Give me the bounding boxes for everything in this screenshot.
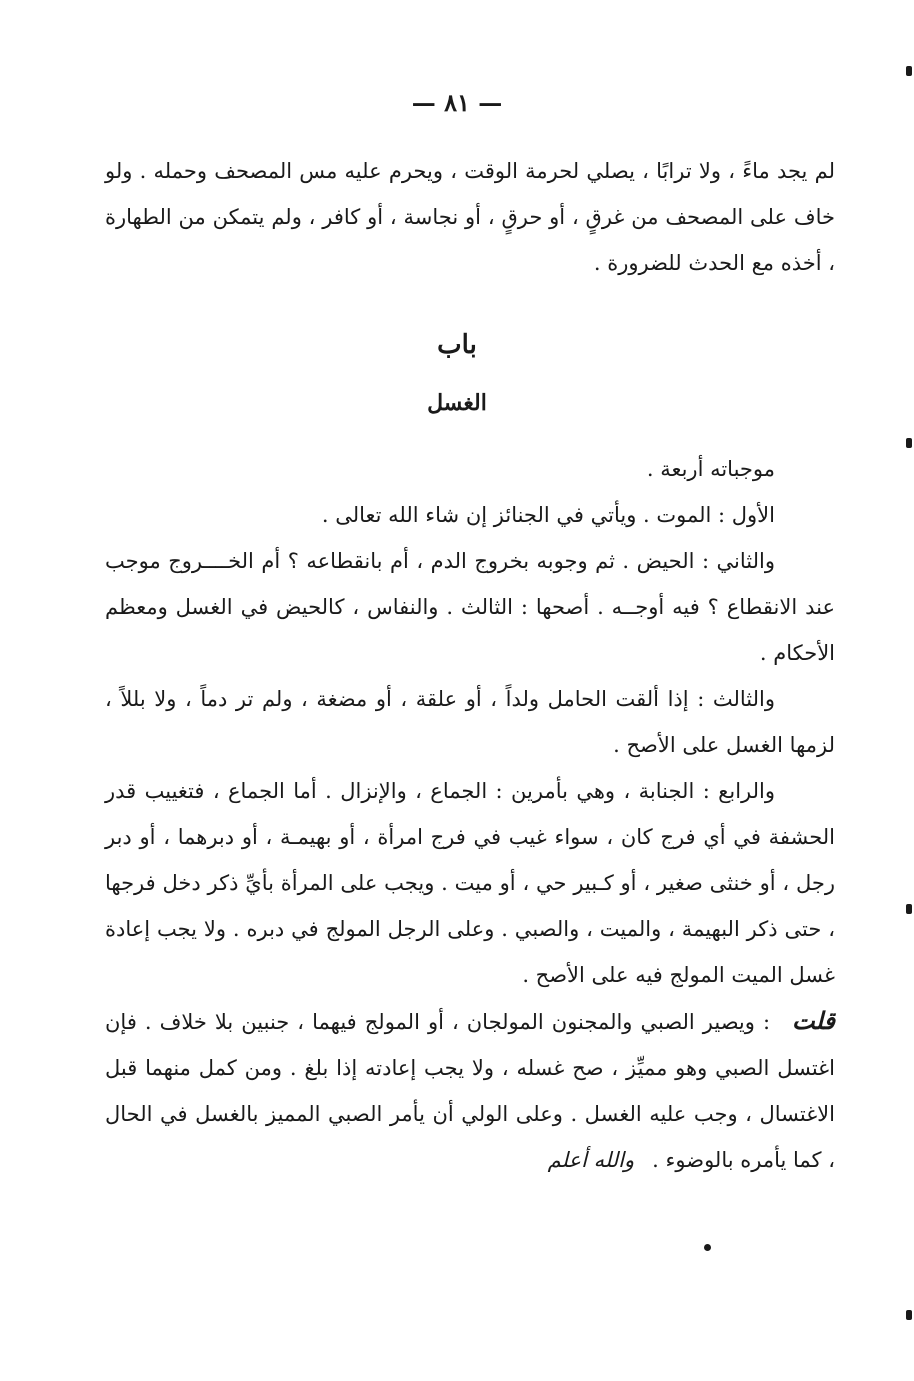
chapter-body — [105, 446, 835, 1183]
margin-mark-bottom — [906, 1310, 912, 1320]
end-dot-mark — [704, 1244, 711, 1251]
paragraph-first-death: الأول : الموت . ويأتي في الجنائز إن شاء الله تعالى . — [321, 503, 775, 527]
closing-formula: والله أعلم — [547, 1148, 635, 1172]
paragraph-qultu — [105, 998, 835, 1183]
paragraph-third-birth: والثالث : إذا ألقت الحامل ولداً ، أو علقة ، أو مضغة ، ولم تر دماً ، ولا بللاً ، لزمها الغسل على الأصح . — [105, 687, 835, 757]
intro-paragraph — [105, 148, 835, 286]
intro-text: لم يجد ماءً ، ولا ترابًا ، يصلي لحرمة الوقت ، ويحرم عليه مس المصحف وحمله . ولو خاف على المصحف من غرقٍ ، أو حرقٍ ، أو نجاسة ، أو كافر ، ولم يتمكن من الطهارة ، أخذه مع الحدث للضرورة . — [105, 159, 835, 275]
page-number: — ٨١ — — [411, 88, 503, 117]
paragraph-causes: موجباته أربعة . — [646, 457, 775, 481]
margin-mark-lower — [906, 904, 912, 914]
qultu-text: : ويصير الصبي والمجنون المولجان ، أو المولج فيهما ، جنبين بلا خلاف . فإن اغتسل الصبي وهو مميِّز ، صح غسله ، ولا يجب إعادته إذا بلغ . ومن كمل منهما قبل الاغتسال ، وجب عليه الغسل . وعلى الولي أن يأمر الصبي المميز بالغسل في الحال ، كما يأمره بالوضوء . — [105, 1010, 835, 1172]
chapter-heading: باب — [437, 330, 477, 360]
paragraph-second-menstruation: والثاني : الحيض . ثم وجوبه بخروج الدم ، أم بانقطاعه ؟ أم الخــــروج موجب عند الانقطاع ؟ فيه أوجــه . أصحها : الثالث . والنفاس ، كالحيض في الغسل ومعظم الأحكام . — [105, 549, 835, 665]
paragraph-fourth-janaba: والرابع : الجنابة ، وهي بأمرين : الجماع ، والإنزال . أما الجماع ، فتغييب قدر الحشفة في أي فرج كان ، سواء غيب في فرج امرأة ، أو بهيمـة ، أو دبرهما ، أو دبر رجل ، أو خنثى صغير ، أو كـبير حي ، أو ميت . ويجب على المرأة بأيِّ ذكر دخل فرجها ، حتى ذكر البهيمة ، والميت ، والصبي . وعلى الرجل المولج في دبره . ولا يجب إعادة غسل الميت المولج فيه على الأصح . — [105, 779, 835, 987]
qultu-label: قلت — [792, 1006, 835, 1035]
margin-mark-top — [906, 66, 912, 76]
chapter-title: الغسل — [427, 390, 487, 416]
margin-mark-middle — [906, 438, 912, 448]
